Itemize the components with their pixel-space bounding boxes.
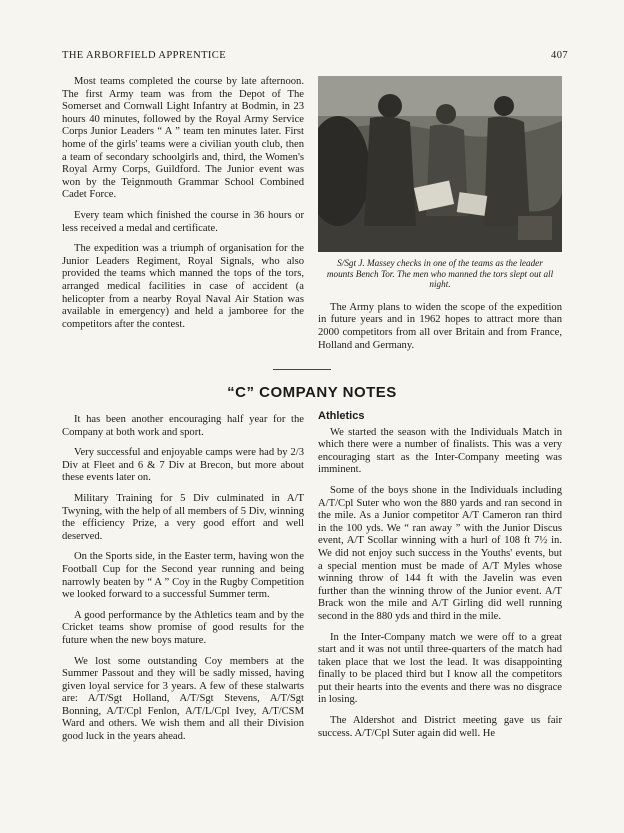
article-column-bottom-right xyxy=(318,410,562,748)
expedition-photo xyxy=(318,76,562,252)
section-title: “C” COMPANY NOTES xyxy=(227,384,397,401)
article-column-top-right xyxy=(318,76,562,360)
running-header xyxy=(62,50,568,66)
paragraph: Military Training for 5 Div culminated in A/T Twyning, with the help of all members of 5 Div, winning the efficiency Prize, a very good effort and well deserved. xyxy=(62,492,304,542)
page-number: 407 xyxy=(551,50,568,61)
photo-caption: S/Sgt J. Massey checks in one of the teams as the leader mounts Bench Tor. The men who manned the tors slept out all night. xyxy=(326,258,554,290)
athletics-heading: Athletics xyxy=(318,410,365,422)
paragraph: The Army plans to widen the scope of the expedition in future years and in 1962 hopes to attract more than 2000 competitors from all over Britain and from France, Holland and Germany. xyxy=(318,301,562,351)
section-divider xyxy=(273,369,331,370)
publication-title: THE ARBORFIELD APPRENTICE xyxy=(62,50,227,61)
photo-illustration xyxy=(318,76,562,252)
paragraph: A good performance by the Athletics team and by the Cricket teams show promise of good results for the future when the new boys mature. xyxy=(62,609,304,646)
article-column-bottom-left xyxy=(62,414,304,752)
article-column-top-left xyxy=(62,76,304,339)
paragraph: Some of the boys shone in the Individuals including A/T/Cpl Suter who won the 880 yards and ran second in the mile. As a Junior competitor A/T Cameron ran third in the 100 yds. We “ ran away ” with the Junior Discus event, A/T Scollar winning with a hurl of 108 ft 7½ in. We did not enjoy such success in the Youths' events, but a special mention must be made of A/T Myles whose winning throw of 144 ft with the Javelin was even further than the winning throw of the Junior event. A/T Brack won the mile and A/T Girling did well running second in the 880 yds and third in the mile. xyxy=(318,484,562,622)
paragraph: In the Inter-Company match we were off to a great start and it was not until three-quarters of the match had taken place that we lost the lead. It was disappointing finally to be placed third but I know all the competitors put their hearts into the events and there was no disgrace in losing. xyxy=(318,631,562,706)
paragraph: It has been another encouraging half year for the Company at both work and sport. xyxy=(62,414,304,438)
paragraph: Every team which finished the course in 36 hours or less received a medal and certificate. xyxy=(62,209,304,234)
paragraph: We started the season with the Individuals Match in which there were a number of finalists. This was a very encouraging start as the Inter-Company meeting was imminent. xyxy=(318,426,562,476)
paragraph: Very successful and enjoyable camps were had by 2/3 Div at Fleet and 6 & 7 Div at Brecon, but more about these events later on. xyxy=(62,447,304,484)
paragraph: Most teams completed the course by late afternoon. The first Army team was from the Depot of The Somerset and Cornwall Light Infantry at Bodmin, in 23 hours 40 minutes, followed by the Royal Army Service Corps Junior Leaders “ A ” team ten minutes later. First home of the girls' teams were a civilian youth club, then a team of secondary schoolgirls and, third, the Women's Royal Army Corps, Guildford. The Junior event was won by the Teignmouth Grammar School Combined Cadet Force. xyxy=(62,76,304,201)
paragraph: On the Sports side, in the Easter term, having won the Football Cup for the Second year running and being narrowly beaten by “ A ” Coy in the Rugby Competition we looked forward to a successful Summer term. xyxy=(62,551,304,601)
paragraph: The Aldershot and District meeting gave us fair success. A/T/Cpl Suter again did well. He xyxy=(318,715,562,739)
paragraph: We lost some outstanding Coy members at the Summer Passout and they will be sadly missed, having given loyal service for 3 years. A few of these stalwarts are: A/T/Sgt Holland, A/T/Sgt Stevens, A/T/Sgt Bonning, A/T/Cpl Fenlon, A/T/L/Cpl Ivey, A/T/CSM Ward and others. We wish them and all their Division good luck in the years ahead. xyxy=(62,655,304,743)
paragraph: The expedition was a triumph of organisation for the Junior Leaders Regiment, Royal Signals, who also provided the teams which manned the tops of the tors, arranged medical facilities in case of accident (a helicopter from a nearby Royal Naval Air Station was available in emergency) and held a jamboree for the competitors after the contest. xyxy=(62,243,304,330)
